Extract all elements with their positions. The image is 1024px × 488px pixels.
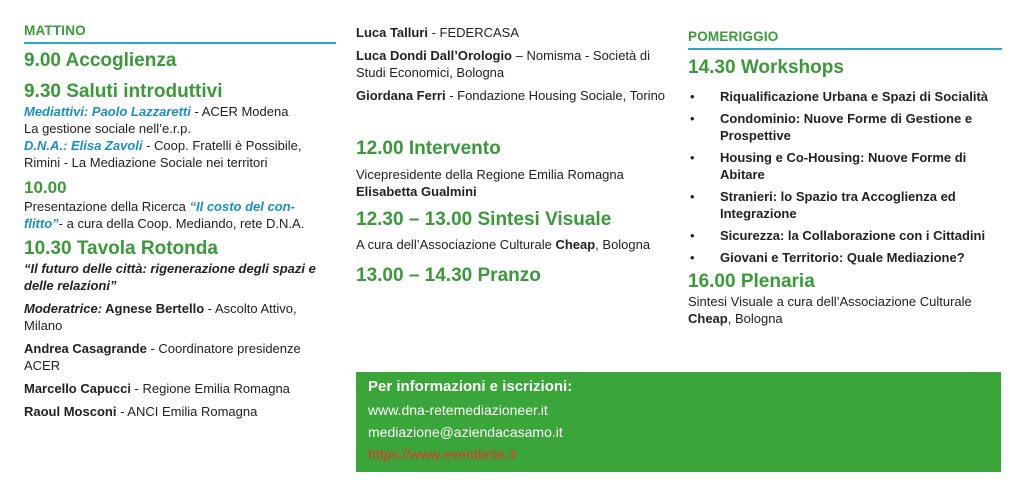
saluti-heading: 9.30 Saluti introduttivi [24,81,223,102]
plenaria-city: , Bologna [727,311,783,326]
intervento-role: Vicepresidente della Regione Emilia Romagna [356,167,624,182]
workshop-label: Housing e Co-Housing: Nuove Forme di Abitare [720,150,967,182]
workshop-label: Stranieri: lo Spazio tra Accoglienza ed Integrazione [720,189,956,221]
plenaria-heading: 16.00 Plenaria [688,271,815,292]
workshop-list [688,88,1002,266]
website-link[interactable]: www.dna-retemediazioneer.it [368,402,548,418]
bullet: • [690,250,695,265]
accoglienza-heading: 9.00 Accoglienza [24,50,177,71]
ricerca-time: 10.00 [24,178,67,197]
ricerca-title: “Il costo del con- flitto” [24,199,295,231]
panelist-name: Giordana Ferri [356,88,446,103]
sintesi-org: Cheap [555,237,596,252]
column-mattino [24,0,336,420]
mattino-header: MATTINO [24,23,86,38]
saluti-speaker-1 [24,103,336,120]
pranzo-heading: 13.00 – 14.30 Pranzo [356,265,541,286]
ricerca-credit: - a cura della Coop. Mediando, rete D.N.A. [58,216,305,231]
panelist-name: Luca Dondi Dall’Orologio [356,48,512,63]
bullet: • [690,150,695,165]
list-item [688,227,1002,244]
plenaria-org: Cheap [688,311,728,326]
workshop-label: Riqualificazione Urbana e Spazi di Socialità [720,89,989,104]
bullet: • [690,228,695,243]
saluti-speaker-2 [24,137,336,171]
plenaria-intro: Sintesi Visuale a cura dell’Associazione Culturale [688,294,972,309]
panelist-1 [24,340,336,374]
sintesi-intro: A cura dell’Associazione Culturale [356,237,556,252]
panelist-name: Luca Talluri [356,25,428,40]
panelist-name: Raoul Mosconi [24,404,117,419]
tavola-heading: 10.30 Tavola Rotonda [24,238,218,259]
intervento-heading: 12.00 Intervento [356,138,501,159]
panelist-org: - ANCI Emilia Romagna [116,404,258,419]
column-pomeriggio [688,0,1002,327]
moderator-line [24,300,336,334]
list-item [688,88,1002,105]
list-item [688,149,1002,183]
panelist-4 [356,24,676,41]
sintesi-text [356,236,676,253]
speaker-1-topic: La gestione sociale nell’e.r.p. [24,121,191,136]
eventbrite-link[interactable]: https://www.eventbrite.it [368,446,516,462]
panelist-3 [24,403,336,420]
moderator-label: Moderatrice: [24,301,103,316]
speaker-2-org: - Coop. Fratelli è Possibile, Rimini - La Mediazione Sociale nei territori [24,138,302,170]
info-title: Per informazioni e iscrizioni: [368,378,573,395]
speaker-1-name: Mediattivi: Paolo Lazzaretti [24,104,191,119]
info-box [356,372,1001,472]
moderator-name: Agnese Bertello [102,301,205,316]
email-link[interactable]: mediazione@aziendacasamo.it [368,424,563,440]
panelist-name: Andrea Casagrande [24,341,147,356]
panelist-org: - Fondazione Housing Sociale, Torino [445,88,666,103]
sintesi-heading: 12.30 – 13.00 Sintesi Visuale [356,209,612,230]
panelist-org: - FEDERCASA [428,25,520,40]
panelist-6 [356,87,676,104]
list-item [688,188,1002,222]
bullet: • [690,189,695,204]
mattino-divider [24,42,336,44]
speaker-2-name: D.N.A.: Elisa Zavoli [24,138,143,153]
panelist-2 [24,380,336,397]
bullet: • [690,89,695,104]
list-item [688,249,1002,266]
pomeriggio-header: POMERIGGIO [688,29,779,44]
pomeriggio-divider [688,48,1002,50]
workshop-label: Condominio: Nuove Forme di Gestione e Prospettive [720,111,973,143]
sintesi-city: , Bologna [595,237,651,252]
bullet: • [690,111,695,126]
workshops-heading: 14.30 Workshops [688,57,844,78]
list-item [688,110,1002,144]
panelist-name: Marcello Capucci [24,381,131,396]
ricerca-text [24,198,336,232]
workshop-label: Giovani e Territorio: Quale Mediazione? [720,250,965,265]
panelist-org: – Nomisma - Società di Studi Economici, Bologna [356,48,650,80]
panelist-5 [356,47,676,81]
panelist-org: - Coordinatore presidenze ACER [24,341,301,373]
intervento-name: Elisabetta Gualmini [356,184,477,199]
panelist-org: - Regione Emilia Romagna [130,381,290,396]
workshop-label: Sicurezza: la Collaborazione con i Cittadini [720,228,986,243]
moderator-org: - Ascolto Attivo, Milano [24,301,297,333]
tavola-subtitle: “Il futuro delle città: rigenerazione degli spazi e delle relazioni” [24,261,316,293]
speaker-1-org: - ACER Modena [190,104,289,119]
ricerca-intro: Presentazione della Ricerca [24,199,190,214]
plenaria-text [688,293,1002,327]
column-centro [356,0,676,287]
